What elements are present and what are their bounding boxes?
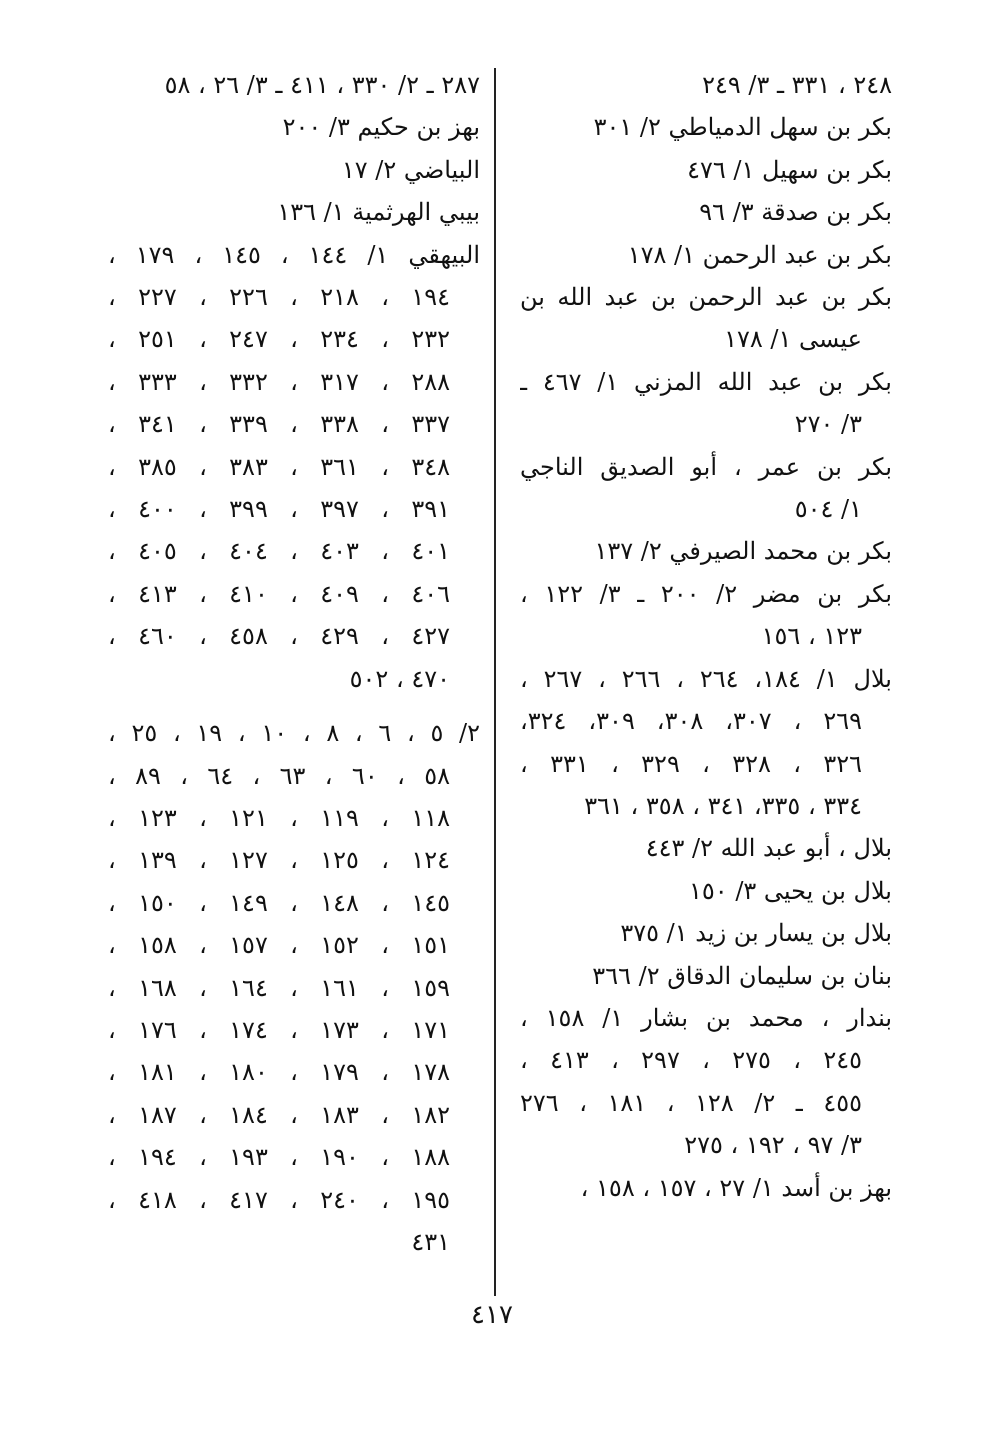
entry-line: بيبي الهرثمية ١/ ١٣٦ [277, 198, 480, 227]
entry-line: ٤٥٥ ـ ٢/ ١٢٨ ، ١٨١ ، ٢٧٦ [520, 1088, 862, 1117]
index-entry [520, 955, 892, 997]
entry-line: ٢٦٩ ، ٣٠٧، ٣٠٨، ٣٠٩، ٣٢٤، [520, 707, 863, 736]
right-column [520, 64, 892, 1209]
index-entry [520, 573, 892, 658]
entry-line: ٤٣١ [411, 1227, 450, 1256]
index-entry [520, 658, 892, 828]
index-entry [520, 446, 892, 531]
entry-line: بكر بن سهل الدمياطي ٢/ ٣٠١ [593, 113, 892, 142]
index-entry-continuation [520, 64, 892, 106]
entry-line: ٣/ ٩٧ ، ١٩٢ ، ٢٧٥ [684, 1131, 862, 1160]
index-entry [520, 870, 892, 912]
entry-line: بكر بن عبد الله المزني ١/ ٤٦٧ ـ [520, 367, 892, 396]
entry-line: بكر بن محمد الصيرفي ٢/ ١٣٧ [594, 537, 892, 566]
index-entry [520, 912, 892, 954]
entry-line: بلال ، أبو عبد الله ٢/ ٤٤٣ [645, 834, 892, 863]
entry-line: ٢٨٨ ، ٣١٧ ، ٣٣٢ ، ٣٣٣ ، [108, 367, 450, 396]
entry-line: ١٨٨ ، ١٩٠ ، ١٩٣ ، ١٩٤ ، [108, 1143, 450, 1172]
entry-line: بكر بن مضر ٢/ ٢٠٠ ـ ٣/ ١٢٢ ، [520, 579, 892, 608]
index-entry [520, 997, 892, 1167]
index-entry [520, 276, 892, 361]
page-number: ٤١٧ [471, 1300, 513, 1330]
index-entry [108, 191, 480, 233]
column-divider [494, 68, 496, 1296]
entry-line: بهز بن أسد ١/ ٢٧ ، ١٥٧ ، ١٥٨ ، [580, 1173, 892, 1202]
entry-line: ٢٤٨ ، ٣٣١ ـ ٣/ ٢٤٩ [702, 71, 892, 99]
index-entry [108, 234, 480, 700]
index-entry [520, 234, 892, 276]
entry-line: ٣٢٦ ، ٣٢٨ ، ٣٢٩ ، ٣٣١ ، [520, 749, 862, 778]
entry-line: ٥٨ ، ٦٠ ، ٦٣ ، ٦٤ ، ٨٩ ، [108, 761, 450, 790]
index-entry [520, 149, 892, 191]
entry-line: ١٥١ ، ١٥٢ ، ١٥٧ ، ١٥٨ ، [108, 931, 450, 960]
index-entry [520, 1167, 892, 1209]
entry-gap [108, 700, 480, 712]
entry-line: بندار ، محمد بن بشار ١/ ١٥٨ ، [520, 1003, 892, 1032]
index-entry [108, 149, 480, 191]
entry-line: ١٧١ ، ١٧٣ ، ١٧٤ ، ١٧٦ ، [108, 1015, 450, 1044]
entry-line: ٢٨٧ ـ ٢/ ٣٣٠ ، ٤١١ ـ ٣/ ٢٦ ، ٥٨ [164, 71, 480, 99]
index-entry-continuation [108, 712, 480, 1263]
index-entry [520, 361, 892, 446]
entry-line: ١٩٤ ، ٢١٨ ، ٢٢٦ ، ٢٢٧ ، [108, 283, 450, 312]
entry-line: ٤٧٠ ، ٥٠٢ [349, 664, 450, 693]
entry-line: بلال بن يسار بن زيد ١/ ٣٧٥ [620, 919, 892, 948]
entry-line: ٣٤٨ ، ٣٦١ ، ٣٨٣ ، ٣٨٥ ، [108, 452, 450, 481]
entry-line: بلال ١/ ١٨٤، ٢٦٤ ، ٢٦٦ ، ٢٦٧ ، [520, 664, 892, 693]
entry-line: البياضي ٢/ ١٧ [341, 155, 480, 184]
entry-line: ٤٠٦ ، ٤٠٩ ، ٤١٠ ، ٤١٣ ، [108, 579, 450, 608]
entry-line: بلال بن يحيى ٣/ ١٥٠ [689, 876, 892, 905]
index-entry [520, 191, 892, 233]
entry-line: بهز بن حكيم ٣/ ٢٠٠ [282, 113, 480, 142]
entry-line: ١٩٥ ، ٢٤٠ ، ٤١٧ ، ٤١٨ ، [108, 1185, 450, 1214]
entry-line: البيهقي ١/ ١٤٤ ، ١٤٥ ، ١٧٩ ، [108, 240, 480, 269]
entry-line: ٢٤٥ ، ٢٧٥ ، ٢٩٧ ، ٤١٣ ، [520, 1046, 862, 1075]
entry-line: بكر بن صدقة ٣/ ٩٦ [699, 198, 892, 227]
entry-line: بكر بن سهيل ١/ ٤٧٦ [687, 155, 892, 184]
index-entry [520, 530, 892, 572]
entry-line: ١٢٤ ، ١٢٥ ، ١٢٧ ، ١٣٩ ، [108, 846, 450, 875]
entry-line: ١٨٢ ، ١٨٣ ، ١٨٤ ، ١٨٧ ، [108, 1100, 450, 1129]
entry-line: ١/ ٥٠٤ [794, 495, 862, 524]
entry-line: ٢/ ٥ ، ٦ ، ٨ ، ١٠ ، ١٩ ، ٢٥ ، [108, 719, 480, 748]
entry-line: بكر بن عمر ، أبو الصديق الناجي [520, 452, 892, 481]
entry-line: ٣٩١ ، ٣٩٧ ، ٣٩٩ ، ٤٠٠ ، [108, 495, 450, 524]
entry-line: ١٢٣ ، ١٥٦ [761, 622, 862, 651]
entry-line: ١٧٨ ، ١٧٩ ، ١٨٠ ، ١٨١ ، [108, 1058, 450, 1087]
entry-line: ٣٣٧ ، ٣٣٨ ، ٣٣٩ ، ٣٤١ ، [108, 410, 450, 439]
index-entry [520, 106, 892, 148]
entry-line: بنان بن سليمان الدقاق ٢/ ٣٦٦ [592, 961, 892, 990]
entry-line: ٣٣٤ ، ٣٣٥، ٣٤١ ، ٣٥٨ ، ٣٦١ [584, 791, 862, 820]
entry-line: ١١٨ ، ١١٩ ، ١٢١ ، ١٢٣ ، [108, 803, 450, 832]
entry-line: بكر بن عبد الرحمن بن عبد الله بن [520, 283, 892, 312]
entry-line: ٣/ ٢٧٠ [794, 410, 862, 439]
index-entry-continuation [108, 64, 480, 106]
entry-line: ٤٢٧ ، ٤٢٩ ، ٤٥٨ ، ٤٦٠ ، [108, 622, 450, 651]
entry-line: ١٥٩ ، ١٦١ ، ١٦٤ ، ١٦٨ ، [108, 973, 450, 1002]
entry-line: ٤٠١ ، ٤٠٣ ، ٤٠٤ ، ٤٠٥ ، [108, 537, 450, 566]
entry-line: عيسى ١/ ١٧٨ [724, 325, 862, 354]
entry-line: ١٤٥ ، ١٤٨ ، ١٤٩ ، ١٥٠ ، [108, 888, 450, 917]
entry-line: ٢٣٢ ، ٢٣٤ ، ٢٤٧ ، ٢٥١ ، [108, 325, 450, 354]
entry-line: بكر بن عبد الرحمن ١/ ١٧٨ [627, 240, 892, 269]
index-entry [520, 827, 892, 869]
index-entry [108, 106, 480, 148]
left-column [108, 64, 480, 1263]
